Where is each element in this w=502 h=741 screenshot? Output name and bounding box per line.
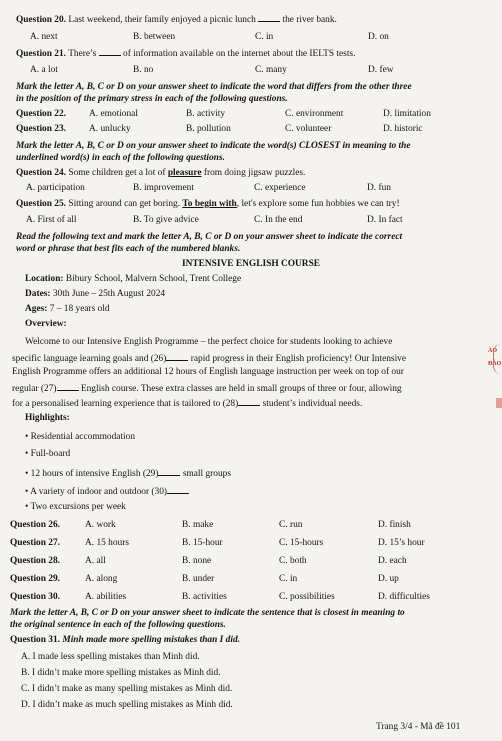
instruction-line: Mark the letter A, B, C or D on your answer sheet to indicate the sentence that is closest in meaning to [10,608,405,618]
blank-26 [166,352,188,361]
option-c[interactable]: C. both [279,556,307,566]
option-c[interactable]: C. in [279,574,298,584]
option-c[interactable]: C. I didn’t make as many spelling mistakes as Minh did. [21,684,233,694]
option-d[interactable]: D. few [368,65,394,75]
highlight-item: • Residential accommodation [25,432,136,442]
option-b[interactable]: B. make [182,520,214,530]
question-21 [16,47,355,60]
option-a[interactable]: A. participation [26,183,85,193]
question-20-options [0,32,502,44]
question-number: Question 23. [16,124,67,134]
option-b[interactable]: B. To give advice [133,215,199,225]
option-a[interactable]: A. I made less spelling mistakes than Minh did. [21,652,200,662]
question-number: Question 29. [10,574,61,584]
instruction-line: in the position of the primary stress in each of the following questions. [16,94,288,104]
instruction-line: Mark the letter A, B, C or D on your answer sheet to indicate the word that differs from the other three [16,82,412,92]
option-a[interactable]: A. First of all [26,215,77,225]
question-21-options [0,65,502,77]
instruction-line: the original sentence in each of the following questions. [10,620,226,630]
option-b[interactable]: B. no [133,65,154,75]
question-number: Question 26. [10,520,61,530]
option-d[interactable]: D. 15’s hour [378,538,425,548]
blank-29 [158,467,180,476]
option-c[interactable]: C. in [255,32,274,42]
red-stamp-mark [493,344,502,374]
question-number: Question 21. [16,49,67,59]
question-26 [0,520,502,532]
option-c[interactable]: C. volunteer [285,124,332,134]
option-b[interactable]: B. 15-hour [182,538,223,548]
overview-line: for a personalised learning experience that is tailored to (28) student’s individual needs. [12,399,363,409]
course-location: Location: Bibury School, Malvern School, Trent College [25,274,242,284]
option-b[interactable]: B. none [182,556,212,566]
option-c[interactable]: C. 15-hours [279,538,324,548]
option-d[interactable]: D. historic [383,124,423,134]
red-stamp-mark [496,398,502,408]
option-a[interactable]: A. a lot [30,65,58,75]
instruction-line: underlined word(s) in each of the following questions. [16,153,225,163]
option-a[interactable]: A. all [85,556,106,566]
option-a[interactable]: A. next [30,32,58,42]
instruction-line: Read the following text and mark the letter A, B, C or D on your answer sheet to indicate the correct [16,232,403,242]
answer-blank [258,13,280,22]
question-22 [0,109,502,121]
question-text: There’s [68,49,97,59]
question-number: Question 28. [10,556,61,566]
question-31 [10,635,240,646]
option-a[interactable]: A. work [85,520,116,530]
overview-line: Welcome to our Intensive English Programme – the perfect choice for students looking to achieve [25,337,393,347]
option-b[interactable]: B. activity [186,109,226,119]
question-text: Last weekend, their family enjoyed a picnic lunch [68,15,256,25]
option-c[interactable]: C. experience [254,183,306,193]
option-d[interactable]: D. limitation [383,109,431,119]
option-d[interactable]: D. I didn’t make as much spelling mistakes as Minh did. [21,700,233,710]
option-b[interactable]: B. activities [182,592,227,602]
question-25 [16,199,400,210]
option-a[interactable]: A. along [85,574,118,584]
question-29 [0,574,502,586]
question-number: Question 31. [10,635,61,645]
question-23 [0,124,502,136]
option-c[interactable]: C. environment [285,109,344,119]
highlight-item: • A variety of indoor and outdoor (30) [25,485,189,498]
question-number: Question 30. [10,592,61,602]
option-a[interactable]: A. emotional [89,109,138,119]
question-number: Question 22. [16,109,67,119]
question-text: , let's explore some fun hobbies we can try! [236,199,400,209]
highlight-item: • Two excursions per week [25,502,126,512]
question-stem: Minh made more spelling mistakes than I did. [62,635,240,645]
question-28 [0,556,502,568]
question-number: Question 25. [16,199,67,209]
underlined-word: pleasure [167,168,202,178]
question-24-options [0,183,502,195]
option-d[interactable]: D. on [368,32,389,42]
blank-27 [57,382,79,391]
course-overview-label: Overview: [25,319,67,329]
option-a[interactable]: A. unlucky [89,124,131,134]
page-footer: Trang 3/4 - Mã đề 101 [376,722,461,732]
option-d[interactable]: D. each [378,556,407,566]
option-b[interactable]: B. pollution [186,124,231,134]
question-text: of information available on the internet about the IELTS tests. [123,49,356,59]
question-text: Sitting around can get boring. [68,199,181,209]
stamp-fragment: ĐÀO [488,361,502,367]
option-b[interactable]: B. I didn’t make more spelling mistakes as Minh did. [21,668,221,678]
option-b[interactable]: B. under [182,574,215,584]
option-b[interactable]: B. improvement [133,183,194,193]
highlight-item: • 12 hours of intensive English (29) small groups [25,469,232,479]
option-d[interactable]: D. In fact [367,215,403,225]
question-text: Some children get a lot of [68,168,166,178]
question-30 [0,592,502,604]
option-c[interactable]: C. run [279,520,303,530]
course-ages: Ages: 7 – 18 years old [25,304,110,314]
overview-line: regular (27) English course. These extra classes are held in small groups of three or four, allowing [12,384,402,394]
overview-line: specific language learning goals and (26) rapid progress in their English proficiency! Our Intensive [12,354,407,364]
option-d[interactable]: D. up [378,574,399,584]
option-d[interactable]: D. fun [367,183,391,193]
question-number: Question 27. [10,538,61,548]
blank-28 [238,397,260,406]
question-number: Question 20. [16,15,67,25]
option-c[interactable]: C. possibilities [279,592,335,602]
answer-blank [99,47,121,56]
overview-line: English Programme offers an additional 12 hours of English language instruction per week on top of our [12,367,404,377]
question-20 [16,13,337,26]
option-b[interactable]: B. between [133,32,176,42]
highlight-item: • Full-board [25,449,71,459]
highlights-label: Highlights: [25,413,70,423]
option-d[interactable]: D. difficulties [378,592,430,602]
underlined-phrase: To begin with [182,199,237,209]
blank-30 [167,485,189,494]
question-text: the river bank. [282,15,337,25]
course-title: INTENSIVE ENGLISH COURSE [181,259,321,269]
option-c[interactable]: C. many [255,65,287,75]
option-a[interactable]: A. 15 hours [85,538,130,548]
question-25-options [0,215,502,227]
option-d[interactable]: D. finish [378,520,411,530]
question-number: Question 24. [16,168,67,178]
course-dates: Dates: 30th June – 25th August 2024 [25,289,166,299]
option-c[interactable]: C. In the end [254,215,303,225]
option-a[interactable]: A. abilities [85,592,127,602]
instruction-line: word or phrase that best fits each of the numbered blanks. [16,244,241,254]
stamp-fragment: ÀO [488,348,497,354]
question-text: from doing jigsaw puzzles. [203,168,306,178]
question-27 [0,538,502,550]
question-24 [16,168,305,179]
instruction-line: Mark the letter A, B, C or D on your answer sheet to indicate the word(s) CLOSEST in meaning to the [16,141,411,151]
